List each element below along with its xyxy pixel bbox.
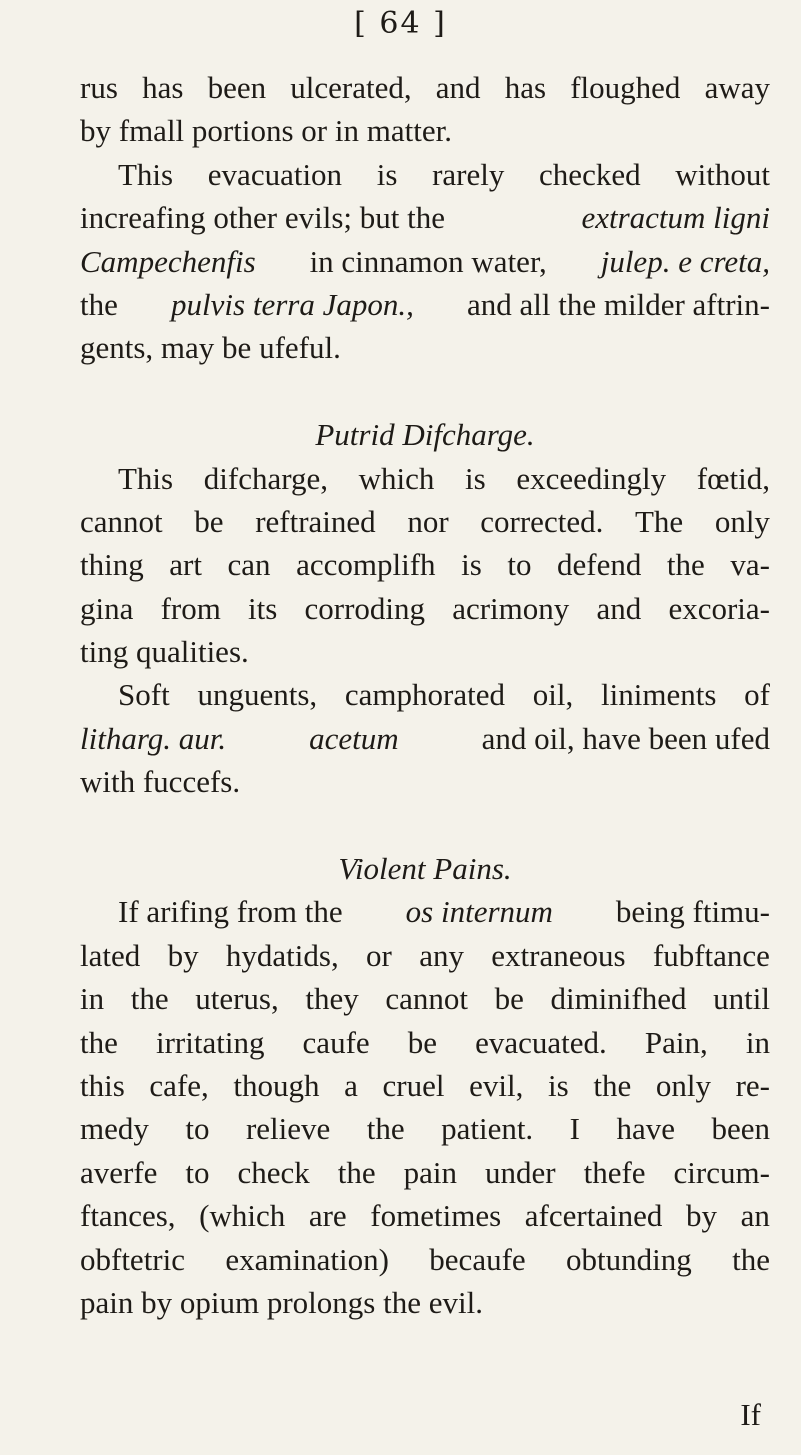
text-line — [80, 977, 770, 1020]
word: been — [711, 1111, 770, 1147]
text-line — [80, 1107, 770, 1150]
word: accomplifh — [296, 547, 436, 583]
word: checked — [539, 156, 641, 192]
text-span: increafing other evils; but the — [80, 200, 445, 236]
word: cruel — [382, 1067, 445, 1103]
word: evil, — [469, 1067, 524, 1103]
word: by — [686, 1198, 718, 1234]
word: the — [666, 547, 705, 583]
word: difcharge, — [203, 460, 328, 496]
section-heading: Putrid Difcharge. — [315, 417, 535, 453]
word: medy — [80, 1111, 149, 1147]
word: have — [616, 1111, 675, 1147]
word: is — [465, 460, 486, 496]
word: relieve — [245, 1111, 331, 1147]
word: in — [80, 981, 105, 1017]
word: caufe — [302, 1024, 370, 1060]
text-line — [80, 1064, 770, 1107]
word: oil, — [532, 677, 574, 713]
word: examination) — [225, 1241, 389, 1277]
word: (which — [199, 1198, 286, 1234]
spacer — [80, 370, 770, 413]
word: fubftance — [652, 937, 770, 973]
word: rus — [80, 70, 118, 105]
word: reftrained — [255, 503, 376, 539]
word: corroding — [304, 590, 426, 626]
word: check — [237, 1154, 310, 1190]
latin-term: litharg. aur. — [80, 720, 227, 756]
word: extraneous — [491, 937, 626, 973]
text-line — [80, 543, 770, 586]
word: of — [744, 677, 770, 713]
text-line: gents, may be ufeful. — [80, 330, 341, 366]
word: Pain, — [644, 1024, 708, 1060]
word: excoria- — [668, 590, 770, 626]
text-line: ting qualities. — [80, 634, 249, 670]
word: only — [655, 1067, 711, 1103]
word: its — [248, 590, 278, 626]
word: is — [376, 156, 398, 192]
word: ftances, — [80, 1198, 176, 1234]
word: are — [308, 1198, 347, 1234]
word: cannot — [385, 981, 468, 1017]
word: be — [194, 503, 224, 539]
word: evacuation — [207, 156, 343, 192]
word: circum- — [673, 1154, 770, 1190]
word: uterus, — [195, 981, 279, 1017]
word: hydatids, — [225, 937, 339, 973]
word: lated — [80, 937, 141, 973]
word: exceedingly — [516, 460, 667, 496]
word: thing — [80, 547, 144, 583]
text-line — [80, 240, 770, 283]
text-line — [80, 1238, 770, 1281]
word: The — [634, 503, 684, 539]
latin-term: Campechenfis — [80, 243, 256, 279]
text-line — [80, 153, 770, 196]
word: to — [185, 1111, 210, 1147]
word: liniments — [601, 677, 717, 713]
word: acrimony — [452, 590, 570, 626]
word: rarely — [432, 156, 505, 192]
word: the — [130, 981, 169, 1017]
word: the — [80, 1024, 118, 1060]
text-span: being ftimu- — [615, 894, 770, 930]
word: to — [507, 547, 532, 583]
word: becaufe — [429, 1241, 526, 1277]
word: by — [167, 937, 199, 973]
word: which — [358, 460, 435, 496]
text-line — [80, 66, 770, 109]
word: gina — [80, 590, 134, 626]
text-line — [80, 1151, 770, 1194]
word: diminifhed — [550, 981, 687, 1017]
latin-term: extractum ligni — [581, 200, 770, 236]
word: irritating — [155, 1024, 265, 1060]
word: be — [494, 981, 524, 1017]
word: I — [569, 1111, 580, 1147]
word: from — [160, 590, 221, 626]
word: an — [740, 1198, 770, 1234]
word: in — [745, 1024, 770, 1060]
word: pain — [403, 1154, 458, 1190]
word: and — [596, 590, 642, 626]
word: evacuated. — [475, 1024, 607, 1060]
word: unguents, — [197, 677, 318, 713]
word: floughed — [570, 70, 681, 105]
latin-term: julep. e creta, — [600, 243, 770, 279]
word: under — [485, 1154, 556, 1190]
text-line — [80, 500, 770, 543]
text-line — [80, 457, 770, 500]
word: any — [419, 937, 464, 973]
latin-term: pulvis terra Japon., — [171, 286, 414, 322]
text-span: the — [80, 286, 118, 322]
word: is — [461, 547, 482, 583]
text-span: in cinnamon water, — [309, 243, 547, 279]
word: corrected. — [480, 503, 604, 539]
text-line — [80, 196, 770, 239]
word: obftetric — [80, 1241, 186, 1277]
word: defend — [557, 547, 642, 583]
text-line — [80, 890, 770, 933]
word: to — [185, 1154, 210, 1190]
word: be — [407, 1024, 438, 1060]
word: this — [80, 1067, 125, 1103]
word: va- — [730, 547, 770, 583]
word: cannot — [80, 503, 163, 539]
spacer — [80, 804, 770, 847]
word: ulcerated, — [290, 70, 412, 105]
text-line — [80, 934, 770, 977]
word: art — [169, 547, 202, 583]
text-line: with fuccefs. — [80, 764, 241, 800]
latin-term: acetum — [309, 720, 399, 756]
catchword: If — [740, 1397, 761, 1432]
text-span: and oil, have been ufed — [481, 720, 770, 756]
word: patient. — [441, 1111, 534, 1147]
latin-term: os internum — [405, 894, 553, 930]
word: a — [344, 1067, 358, 1103]
word: can — [227, 547, 271, 583]
word: the — [732, 1241, 770, 1277]
text-line — [80, 717, 770, 760]
section-heading: Violent Pains. — [338, 851, 512, 887]
word: afcertained — [524, 1198, 663, 1234]
word: nor — [407, 503, 449, 539]
word: This — [118, 156, 174, 192]
text-line — [80, 673, 770, 716]
body-text — [80, 66, 770, 1324]
word: or — [366, 937, 392, 973]
word: obtunding — [566, 1241, 692, 1277]
text-line — [80, 1194, 770, 1237]
text-line: by fmall portions or in matter. — [80, 113, 452, 149]
text-line — [80, 283, 770, 326]
word: away — [704, 70, 770, 105]
word: only — [714, 503, 770, 539]
text-line — [80, 587, 770, 630]
word: has — [142, 70, 184, 105]
word: This — [118, 460, 174, 496]
word: re- — [735, 1067, 770, 1103]
word: though — [233, 1067, 320, 1103]
word: Soft — [118, 677, 170, 713]
word: camphorated — [344, 677, 505, 713]
word: without — [675, 156, 770, 192]
word: cafe, — [149, 1067, 209, 1103]
word: fometimes — [370, 1198, 502, 1234]
word: averfe — [80, 1154, 158, 1190]
word: the — [366, 1111, 405, 1147]
word: fœtid, — [696, 460, 770, 496]
word: and — [435, 70, 481, 105]
word: is — [548, 1067, 569, 1103]
page-number: [ 64 ] — [354, 6, 447, 41]
text-line — [80, 1021, 770, 1064]
word: has — [504, 70, 547, 105]
text-span: and all the milder aftrin- — [467, 286, 770, 322]
word: the — [593, 1067, 632, 1103]
word: they — [305, 981, 359, 1017]
word: the — [337, 1154, 376, 1190]
word: thefe — [583, 1154, 646, 1190]
text-line: pain by opium prolongs the evil. — [80, 1284, 483, 1320]
word: until — [713, 981, 770, 1017]
text-span: If arifing from the — [118, 894, 343, 930]
word: been — [207, 70, 267, 105]
